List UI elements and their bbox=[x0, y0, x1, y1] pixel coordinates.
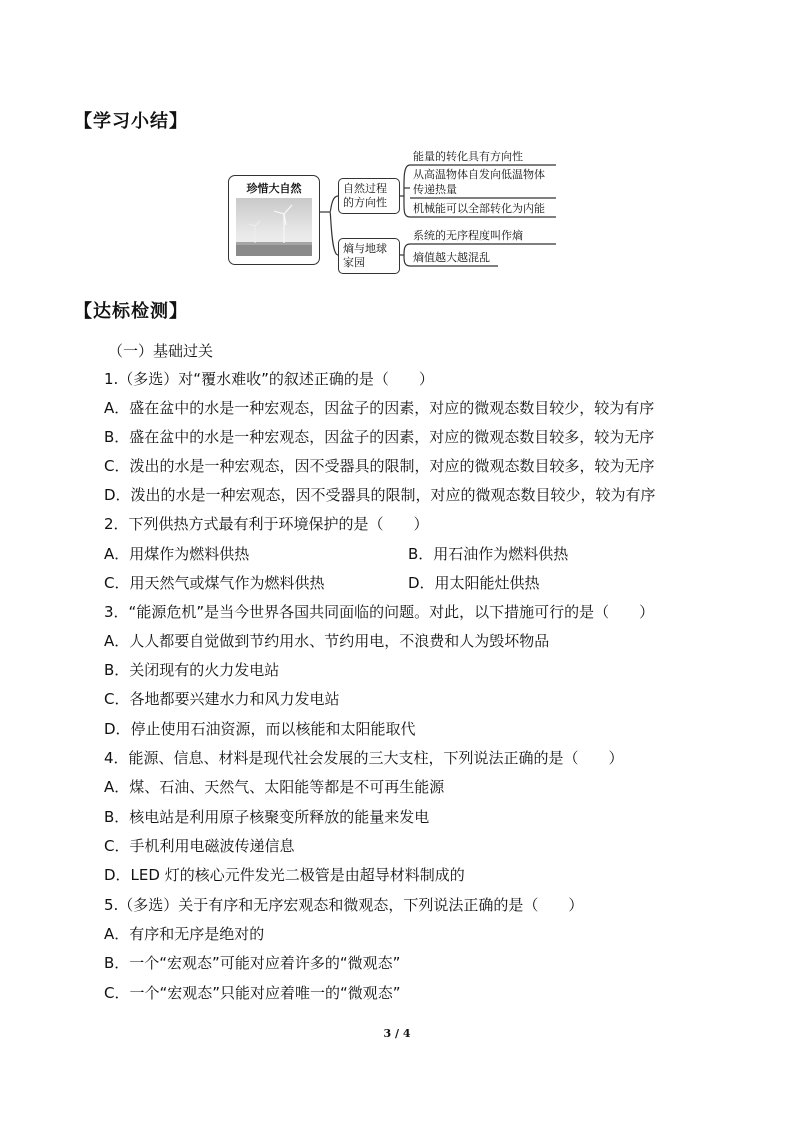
question-2-stem: 2．下列供热方式最有利于环境保护的是（ ） bbox=[104, 515, 429, 533]
mind-map-branch-entropy bbox=[338, 238, 400, 274]
question-2-option-b: B．用石油作为燃料供热 bbox=[408, 545, 569, 563]
root-title: 珍惜大自然 bbox=[246, 182, 302, 195]
question-1-option-b: B．盛在盆中的水是一种宏观态，因盆子的因素，对应的微观态数目较多，较为无序 bbox=[104, 428, 655, 446]
wind-turbine-landscape-image bbox=[236, 198, 312, 256]
summary-heading: 【学习小结】 bbox=[74, 111, 188, 132]
question-5-option-b: B．一个“宏观态”可能对应着许多的“微观态” bbox=[104, 954, 401, 972]
page-number: 3 / 4 bbox=[383, 1027, 411, 1040]
leaf-mechanical-energy: 机械能可以全部转化为内能 bbox=[413, 202, 545, 215]
question-1-option-c: C．泼出的水是一种宏观态，因不受器具的限制，对应的微观态数目较多，较为无序 bbox=[104, 457, 655, 475]
mind-map-branch-direction bbox=[338, 178, 400, 214]
question-3-option-c: C．各地都要兴建水力和风力发电站 bbox=[104, 690, 340, 708]
leaf-entropy-definition: 系统的无序程度叫作熵 bbox=[413, 229, 523, 242]
question-3-option-a: A．人人都要自觉做到节约用水、节约用电，不浪费和人为毁坏物品 bbox=[104, 632, 550, 650]
question-1-option-d: D．泼出的水是一种宏观态，因不受器具的限制，对应的微观态数目较少，较为有序 bbox=[104, 486, 656, 504]
leaf-heat-transfer-line1: 从高温物体自发向低温物体 bbox=[413, 168, 545, 181]
question-5-option-c: C．一个“宏观态”只能对应着唯一的“微观态” bbox=[104, 984, 401, 1002]
mind-map-root bbox=[228, 175, 320, 265]
question-3-stem: 3．“能源危机”是当今世界各国共同面临的问题。对此，以下措施可行的是（ ） bbox=[104, 603, 655, 621]
leaf-heat-transfer-line2: 传递热量 bbox=[413, 183, 457, 196]
question-4-stem: 4．能源、信息、材料是现代社会发展的三大支柱，下列说法正确的是（ ） bbox=[104, 749, 624, 767]
question-3-option-b: B．关闭现有的火力发电站 bbox=[104, 661, 280, 679]
question-4-option-d: D．LED 灯的核心元件发光二极管是由超导材料制成的 bbox=[104, 866, 465, 884]
question-1-stem: 1.（多选）对“覆水难收”的叙述正确的是（ ） bbox=[104, 370, 434, 388]
question-1-option-a: A．盛在盆中的水是一种宏观态，因盆子的因素，对应的微观态数目较少，较为有序 bbox=[104, 399, 655, 417]
question-5-option-a: A．有序和无序是绝对的 bbox=[104, 925, 265, 943]
question-2-option-c: C．用天然气或煤气作为燃料供热 bbox=[104, 574, 325, 592]
test-heading: 【达标检测】 bbox=[74, 301, 188, 322]
branch-direction-label: 自然过程的方向性 bbox=[343, 182, 387, 209]
leaf-entropy-chaos: 熵值越大越混乱 bbox=[413, 251, 490, 264]
question-4-option-b: B．核电站是利用原子核聚变所释放的能量来发电 bbox=[104, 808, 430, 826]
question-2-option-a: A．用煤作为燃料供热 bbox=[104, 545, 250, 563]
question-2-option-d: D．用太阳能灶供热 bbox=[408, 574, 540, 592]
question-3-option-d: D．停止使用石油资源，而以核能和太阳能取代 bbox=[104, 720, 416, 738]
leaf-energy-direction: 能量的转化具有方向性 bbox=[413, 150, 523, 163]
question-4-option-c: C．手机利用电磁波传递信息 bbox=[104, 837, 295, 855]
question-4-option-a: A．煤、石油、天然气、太阳能等都是不可再生能源 bbox=[104, 778, 445, 796]
question-5-stem: 5.（多选）关于有序和无序宏观态和微观态，下列说法正确的是（ ） bbox=[104, 896, 584, 914]
branch-entropy-label: 熵与地球家园 bbox=[343, 242, 387, 269]
section-basic: （一）基础过关 bbox=[108, 342, 214, 360]
